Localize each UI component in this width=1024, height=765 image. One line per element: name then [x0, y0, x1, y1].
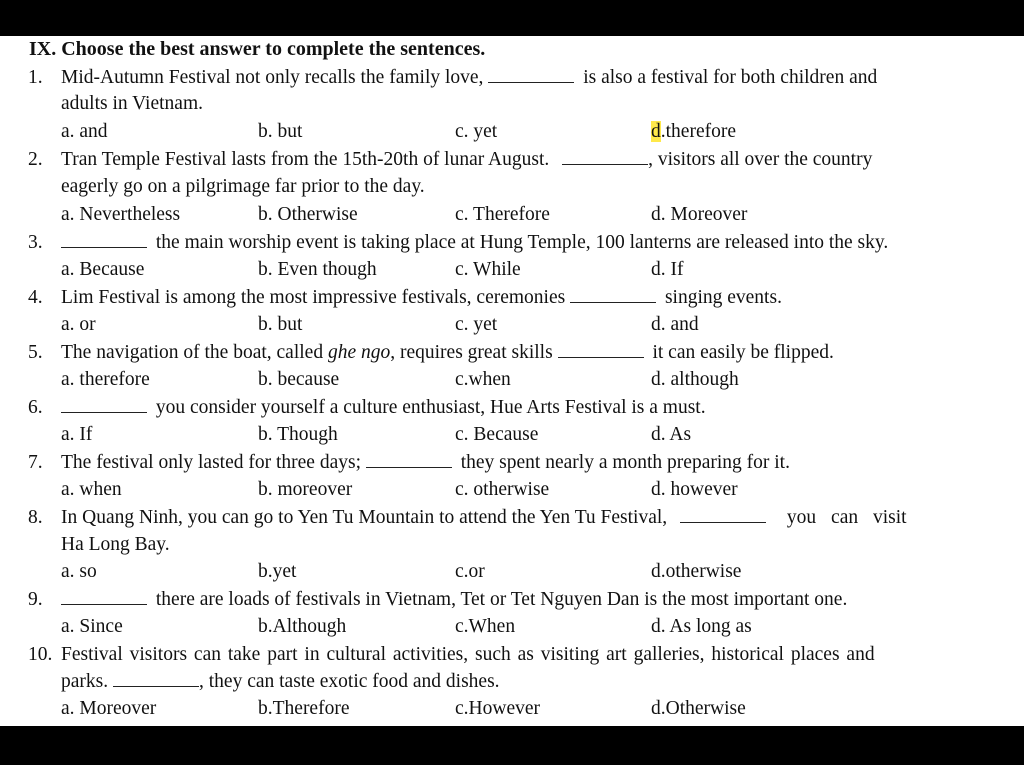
option-d[interactable]: d. If — [651, 259, 684, 280]
question-text-continued: parks. , they can taste exotic food and dishes. — [61, 671, 500, 692]
option-d[interactable]: d. although — [651, 369, 739, 390]
question-number: 3. — [28, 232, 43, 253]
option-c[interactable]: c. While — [455, 259, 521, 280]
option-b[interactable]: b. moreover — [258, 479, 353, 500]
option-a[interactable]: a. and — [61, 121, 108, 142]
option-a[interactable]: a. Since — [61, 616, 123, 637]
answer-blank[interactable] — [61, 588, 147, 605]
option-b[interactable]: b. but — [258, 121, 303, 142]
option-b[interactable]: b. Even though — [258, 259, 377, 280]
option-b[interactable]: b.Although — [258, 616, 347, 637]
question-text: Mid-Autumn Festival not only recalls the family love, is also a festival for both children and — [61, 67, 878, 88]
answer-blank[interactable] — [680, 506, 766, 523]
question-text-continued: Ha Long Bay. — [61, 534, 170, 555]
question-number: 4. — [28, 287, 43, 308]
option-d[interactable]: d. however — [651, 479, 738, 500]
highlight-mark: d — [651, 121, 661, 142]
question-number: 10. — [28, 644, 53, 665]
answer-blank[interactable] — [366, 451, 452, 468]
question-text: Tran Temple Festival lasts from the 15th-20th of lunar August. , visitors all over the country — [61, 149, 873, 170]
question-text: you consider yourself a culture enthusiast, Hue Arts Festival is a must. — [61, 396, 706, 420]
option-c[interactable]: c. otherwise — [455, 479, 550, 500]
answer-blank[interactable] — [61, 396, 147, 413]
option-d[interactable]: d.Otherwise — [651, 698, 746, 719]
answer-blank[interactable] — [488, 66, 574, 83]
answer-blank[interactable] — [558, 341, 644, 358]
question-text: The navigation of the boat, called ghe ngo, requires great skills it can easily be flipped. — [61, 342, 834, 363]
option-b[interactable]: b. but — [258, 314, 303, 335]
option-a[interactable]: a. If — [61, 424, 93, 445]
option-b[interactable]: b. because — [258, 369, 340, 390]
question-text: there are loads of festivals in Vietnam, Tet or Tet Nguyen Dan is the most important one. — [61, 588, 847, 612]
option-a[interactable]: a. Because — [61, 259, 145, 280]
question-text-continued: adults in Vietnam. — [61, 93, 203, 114]
question-text: The festival only lasted for three days; they spent nearly a month preparing for it. — [61, 452, 790, 473]
option-c[interactable]: c. Therefore — [455, 204, 550, 225]
option-b[interactable]: b.Therefore — [258, 698, 350, 719]
answer-blank[interactable] — [562, 148, 648, 165]
section-title: IX. Choose the best answer to complete the sentences. — [29, 38, 486, 60]
option-a[interactable]: a. Moreover — [61, 698, 157, 719]
question-text: Festival visitors can take part in cultural activities, such as visiting art galleries, historical places and — [61, 644, 875, 665]
option-a[interactable]: a. therefore — [61, 369, 150, 390]
option-d-rest: .therefore — [660, 121, 736, 142]
question-text: Lim Festival is among the most impressive festivals, ceremonies singing events. — [61, 287, 782, 308]
option-c[interactable]: c.However — [455, 698, 540, 719]
italic-term: ghe ngo — [327, 342, 391, 363]
option-c[interactable]: c. yet — [455, 314, 498, 335]
option-c[interactable]: c. Because — [455, 424, 539, 445]
question-number: 5. — [28, 342, 43, 363]
option-b[interactable]: b.yet — [258, 561, 297, 582]
option-b[interactable]: b. Otherwise — [258, 204, 358, 225]
option-c[interactable]: c.when — [455, 369, 511, 390]
question-number: 6. — [28, 397, 43, 418]
answer-blank[interactable] — [61, 231, 147, 248]
question-number: 9. — [28, 589, 43, 610]
option-d[interactable]: d. and — [651, 314, 699, 335]
option-b[interactable]: b. Though — [258, 424, 338, 445]
option-c[interactable]: c. yet — [455, 121, 498, 142]
option-a[interactable]: a. so — [61, 561, 97, 582]
option-d[interactable]: d.otherwise — [651, 561, 742, 582]
option-c[interactable]: c.When — [455, 616, 516, 637]
worksheet-page — [0, 36, 1024, 726]
answer-blank[interactable] — [570, 286, 656, 303]
option-a[interactable]: a. when — [61, 479, 122, 500]
question-number: 7. — [28, 452, 43, 473]
option-a[interactable]: a. Nevertheless — [61, 204, 181, 225]
question-number: 1. — [28, 67, 43, 88]
question-text-continued: eagerly go on a pilgrimage far prior to the day. — [61, 176, 425, 197]
question-number: 8. — [28, 507, 43, 528]
option-d[interactable] — [651, 120, 736, 144]
question-text: the main worship event is taking place at Hung Temple, 100 lanterns are released into the sky. — [61, 231, 888, 255]
option-a[interactable]: a. or — [61, 314, 96, 335]
answer-blank[interactable] — [113, 670, 199, 687]
option-c[interactable]: c.or — [455, 561, 485, 582]
option-d[interactable]: d. Moreover — [651, 204, 748, 225]
question-number: 2. — [28, 149, 43, 170]
option-d[interactable]: d. As long as — [651, 616, 752, 637]
question-text: In Quang Ninh, you can go to Yen Tu Mountain to attend the Yen Tu Festival, you can visit — [61, 507, 907, 528]
option-d[interactable]: d. As — [651, 424, 692, 445]
